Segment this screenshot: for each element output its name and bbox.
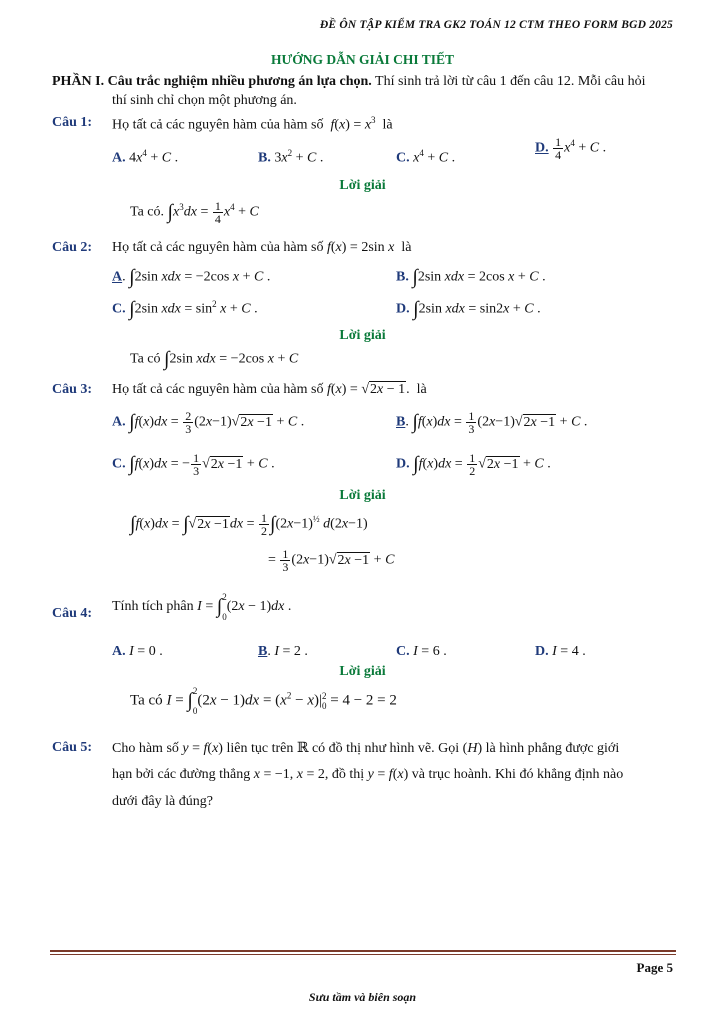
part-text: Thí sinh trả lời từ câu 1 đến câu 12. Mỗi câu hỏi [375, 74, 646, 89]
q2-option-a: A. ∫2sin xdx = −2cos x + C . [112, 266, 271, 288]
footer-divider-thin [50, 954, 676, 955]
q4-option-c: C. I = 6 . [396, 644, 447, 659]
q3-option-c: C. ∫f(x)dx = − $\frac{1}{3}$ √2x −1 + C . [112, 451, 275, 478]
q4-stem: Tính tích phân I = ∫2 0(2x − 1)dx . [112, 592, 292, 622]
q2-solution: Ta có ∫2sin xdx = −2cos x + C [130, 348, 299, 370]
q3-option-b: B. ∫f(x)dx = $\frac{1}{3}$ (2x−1)√2x −1 + C . [396, 409, 588, 436]
q1-option-a: A. $4x^4 + C$ . [112, 148, 179, 166]
page-title: HƯỚNG DẪN GIẢI CHI TIẾT [270, 52, 455, 67]
footer-note: Sưu tầm và biên soạn [308, 990, 417, 1004]
q4-option-b: B. I = 2 . [258, 644, 308, 659]
q5-label: Câu 5: [52, 740, 93, 755]
q4-solution: Ta có I = ∫2 $0(2x - 1)dx = (x^2 - x)|2$ 0 = 4 − 2 = 2 [130, 686, 397, 716]
q1-option-c: C. $x^4 + C$ . [396, 148, 456, 166]
q5-line3: dưới đây là đúng? [112, 794, 213, 809]
q3-solution-label: Lời giải [339, 488, 386, 503]
q1-label: Câu 1: [52, 115, 93, 130]
page-header: ĐỀ ÔN TẬP KIỂM TRA GK2 TOÁN 12 CTM THEO FORM BGD 2025 [319, 19, 673, 31]
q5-line2: hạn bởi các đường thẳng x = −1, x = 2, đồ thị y = f(x) và trục hoành. Khi đó khẳng định nào [112, 767, 624, 782]
q3-stem: Họ tất cả các nguyên hàm của hàm số f(x) = √2x − 1. là [112, 382, 427, 397]
q1-stem: Họ tất cả các nguyên hàm của hàm số $f(x) = x^3$ là [112, 115, 393, 133]
q1-solution-label: Lời giải [339, 178, 386, 193]
q1-option-b: B. $3x^2 + C$ . [258, 148, 324, 166]
q2-solution-label: Lời giải [339, 328, 386, 343]
part-bold-text: Câu trắc nghiệm nhiều phương án lựa chọn. [107, 74, 372, 89]
q4-label: Câu 4: [52, 606, 93, 621]
q3-option-d: D. ∫f(x)dx = $\frac{1}{2}$ √2x −1 + C . [396, 451, 551, 478]
q1-solution: Ta có. $\int x^3dx$ = $\frac{1}{4}$ $x^4 + C$ [130, 199, 259, 226]
q4-solution-label: Lời giải [339, 664, 386, 679]
part-heading [52, 74, 645, 90]
q2-label: Câu 2: [52, 240, 93, 255]
q1-option-d: D. $\frac{1}{4}$ $x^4 + C$ . [535, 135, 607, 162]
q1-text: Họ tất cả các nguyên hàm của hàm số [112, 117, 324, 133]
part-text-line2: thí sinh chỉ chọn một phương án. [112, 93, 297, 108]
q3-option-a: A. ∫f(x)dx = $\frac{2}{3}$ (2x−1)√2x −1 + C . [112, 409, 305, 436]
q3-label: Câu 3: [52, 382, 93, 397]
footer-divider [50, 950, 676, 952]
q2-option-c: C. ∫2sin xdx = $\sin^2 x + C$ . [112, 298, 258, 320]
q2-stem: Họ tất cả các nguyên hàm của hàm số f(x) = 2sin x là [112, 240, 412, 255]
q4-option-a: A. I = 0 . [112, 644, 163, 659]
q3-solution-line1: ∫f(x)dx = ∫√2x −1dx = $\frac{1}{2}$ $\int(2x-1)^{\frac{1}{2}}$ d(2x−1) [130, 511, 368, 538]
q3-solution-line2: = $\frac{1}{3}$ (2x−1)√2x −1 + C [268, 547, 395, 574]
q2-option-b: B. ∫2sin xdx = 2cos x + C . [396, 266, 546, 288]
page-number: Page 5 [636, 960, 673, 975]
q4-option-d: D. I = 4 . [535, 644, 586, 659]
q2-option-d: D. ∫2sin xdx = sin2x + C . [396, 298, 541, 320]
q5-line1: Cho hàm số y = f(x) liên tục trên ℝ có đồ thị như hình vẽ. Gọi (H) là hình phẳng được giới [112, 741, 620, 756]
q1-end: là [382, 117, 393, 133]
part-label: PHẦN I. [52, 74, 105, 89]
